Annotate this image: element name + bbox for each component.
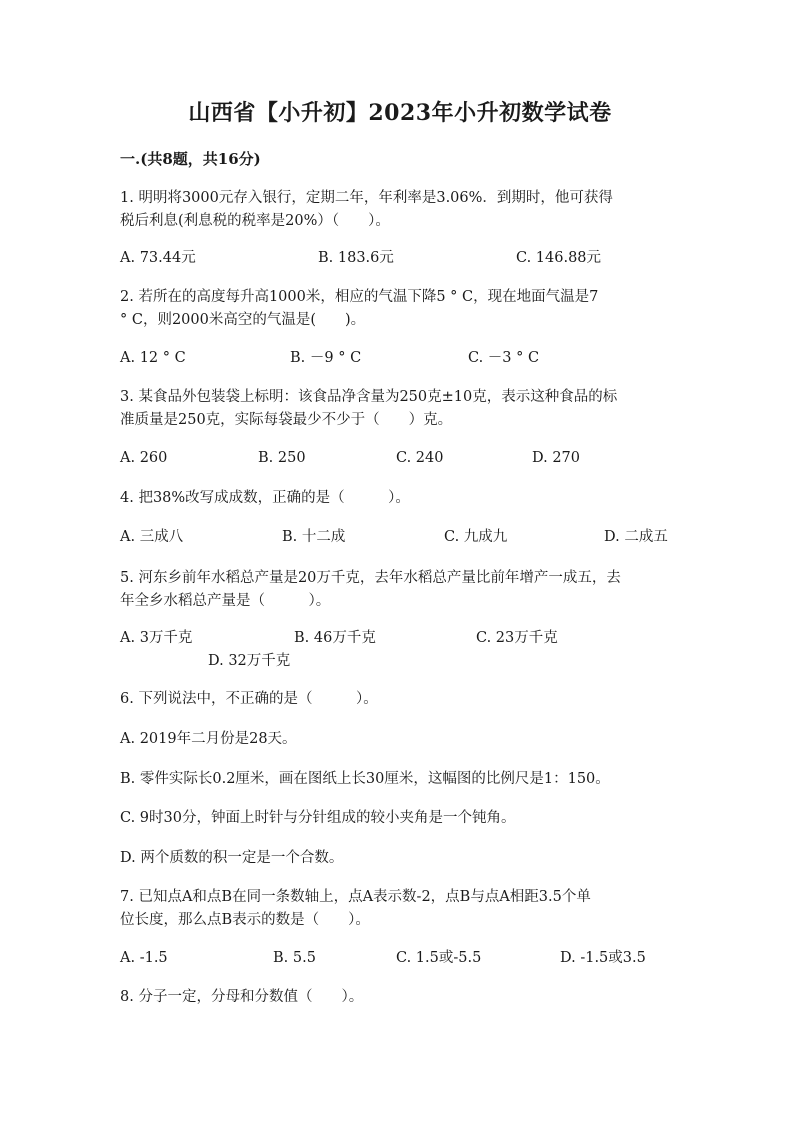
question-3-stem-line-1: 3. 某食品外包装袋上标明：该食品净含量为250克±10克，表示这种食品的标 <box>120 389 618 405</box>
question-3-option-c: C. 240 <box>396 450 444 466</box>
question-1-stem-line-2: 税后利息(利息税的税率是20%）（ ）。 <box>120 213 390 229</box>
question-3-option-d: D. 270 <box>532 450 581 466</box>
question-7-option-c: C. 1.5或-5.5 <box>396 950 482 966</box>
question-2-stem-line-2: ° C，则2000米高空的气温是( )。 <box>120 312 366 328</box>
page-title: 山西省【小升初】2023年小升初数学试卷 <box>188 100 612 126</box>
question-5-option-c: C. 23万千克 <box>476 630 558 646</box>
question-6-option-c: C. 9时30分，钟面上时针与分针组成的较小夹角是一个钝角。 <box>120 810 516 826</box>
question-4-stem-line-1: 4. 把38%改写成成数，正确的是（ ）。 <box>120 490 410 506</box>
question-5-stem-line-2: 年全乡水稻总产量是（ ）。 <box>120 593 331 609</box>
question-2-option-c: C. －3 ° C <box>468 350 540 366</box>
question-7-option-a: A. -1.5 <box>120 950 168 966</box>
question-4-option-d: D. 二成五 <box>604 529 668 545</box>
question-3-option-b: B. 250 <box>258 450 306 466</box>
section-heading: 一.(共8题，共16分) <box>120 150 261 168</box>
question-8-stem-line-1: 8. 分子一定，分母和分数值（ ）。 <box>120 989 364 1005</box>
question-3-stem-line-2: 准质量是250克，实际每袋最少不少于（ ）克。 <box>120 412 453 428</box>
question-2-option-b: B. －9 ° C <box>290 350 362 366</box>
question-7-stem-line-1: 7. 已知点A和点B在同一条数轴上，点A表示数-2，点B与点A相距3.5个单 <box>120 889 591 905</box>
question-3-option-a: A. 260 <box>120 450 168 466</box>
question-1-stem-line-1: 1. 明明将3000元存入银行，定期二年，年利率是3.06%．到期时，他可获得 <box>120 190 613 206</box>
question-1-option-a: A. 73.44元 <box>120 250 196 266</box>
question-6-option-a: A. 2019年二月份是28天。 <box>120 731 297 747</box>
question-6-option-d: D. 两个质数的积一定是一个合数。 <box>120 850 344 866</box>
question-1-option-b: B. 183.6元 <box>318 250 394 266</box>
question-4-option-b: B. 十二成 <box>282 529 346 545</box>
question-5-option-b: B. 46万千克 <box>294 630 376 646</box>
question-1-option-c: C. 146.88元 <box>516 250 602 266</box>
question-2-option-a: A. 12 ° C <box>120 350 186 366</box>
question-5-option-d: D. 32万千克 <box>208 653 291 669</box>
question-7-stem-line-2: 位长度，那么点B表示的数是（ ）。 <box>120 912 370 928</box>
question-5-option-a: A. 3万千克 <box>120 630 193 646</box>
question-7-option-d: D. -1.5或3.5 <box>560 950 646 966</box>
question-2-stem-line-1: 2. 若所在的高度每升高1000米，相应的气温下降5 ° C，现在地面气温是7 <box>120 289 599 305</box>
question-5-stem-line-1: 5. 河东乡前年水稻总产量是20万千克，去年水稻总产量比前年增产一成五，去 <box>120 570 621 586</box>
question-7-option-b: B. 5.5 <box>273 950 316 966</box>
question-6-stem-line-1: 6. 下列说法中，不正确的是（ ）。 <box>120 691 378 707</box>
question-4-option-c: C. 九成九 <box>444 529 508 545</box>
question-4-option-a: A. 三成八 <box>120 529 184 545</box>
question-6-option-b: B. 零件实际长0.2厘米，画在图纸上长30厘米，这幅图的比例尺是1：150。 <box>120 771 610 787</box>
